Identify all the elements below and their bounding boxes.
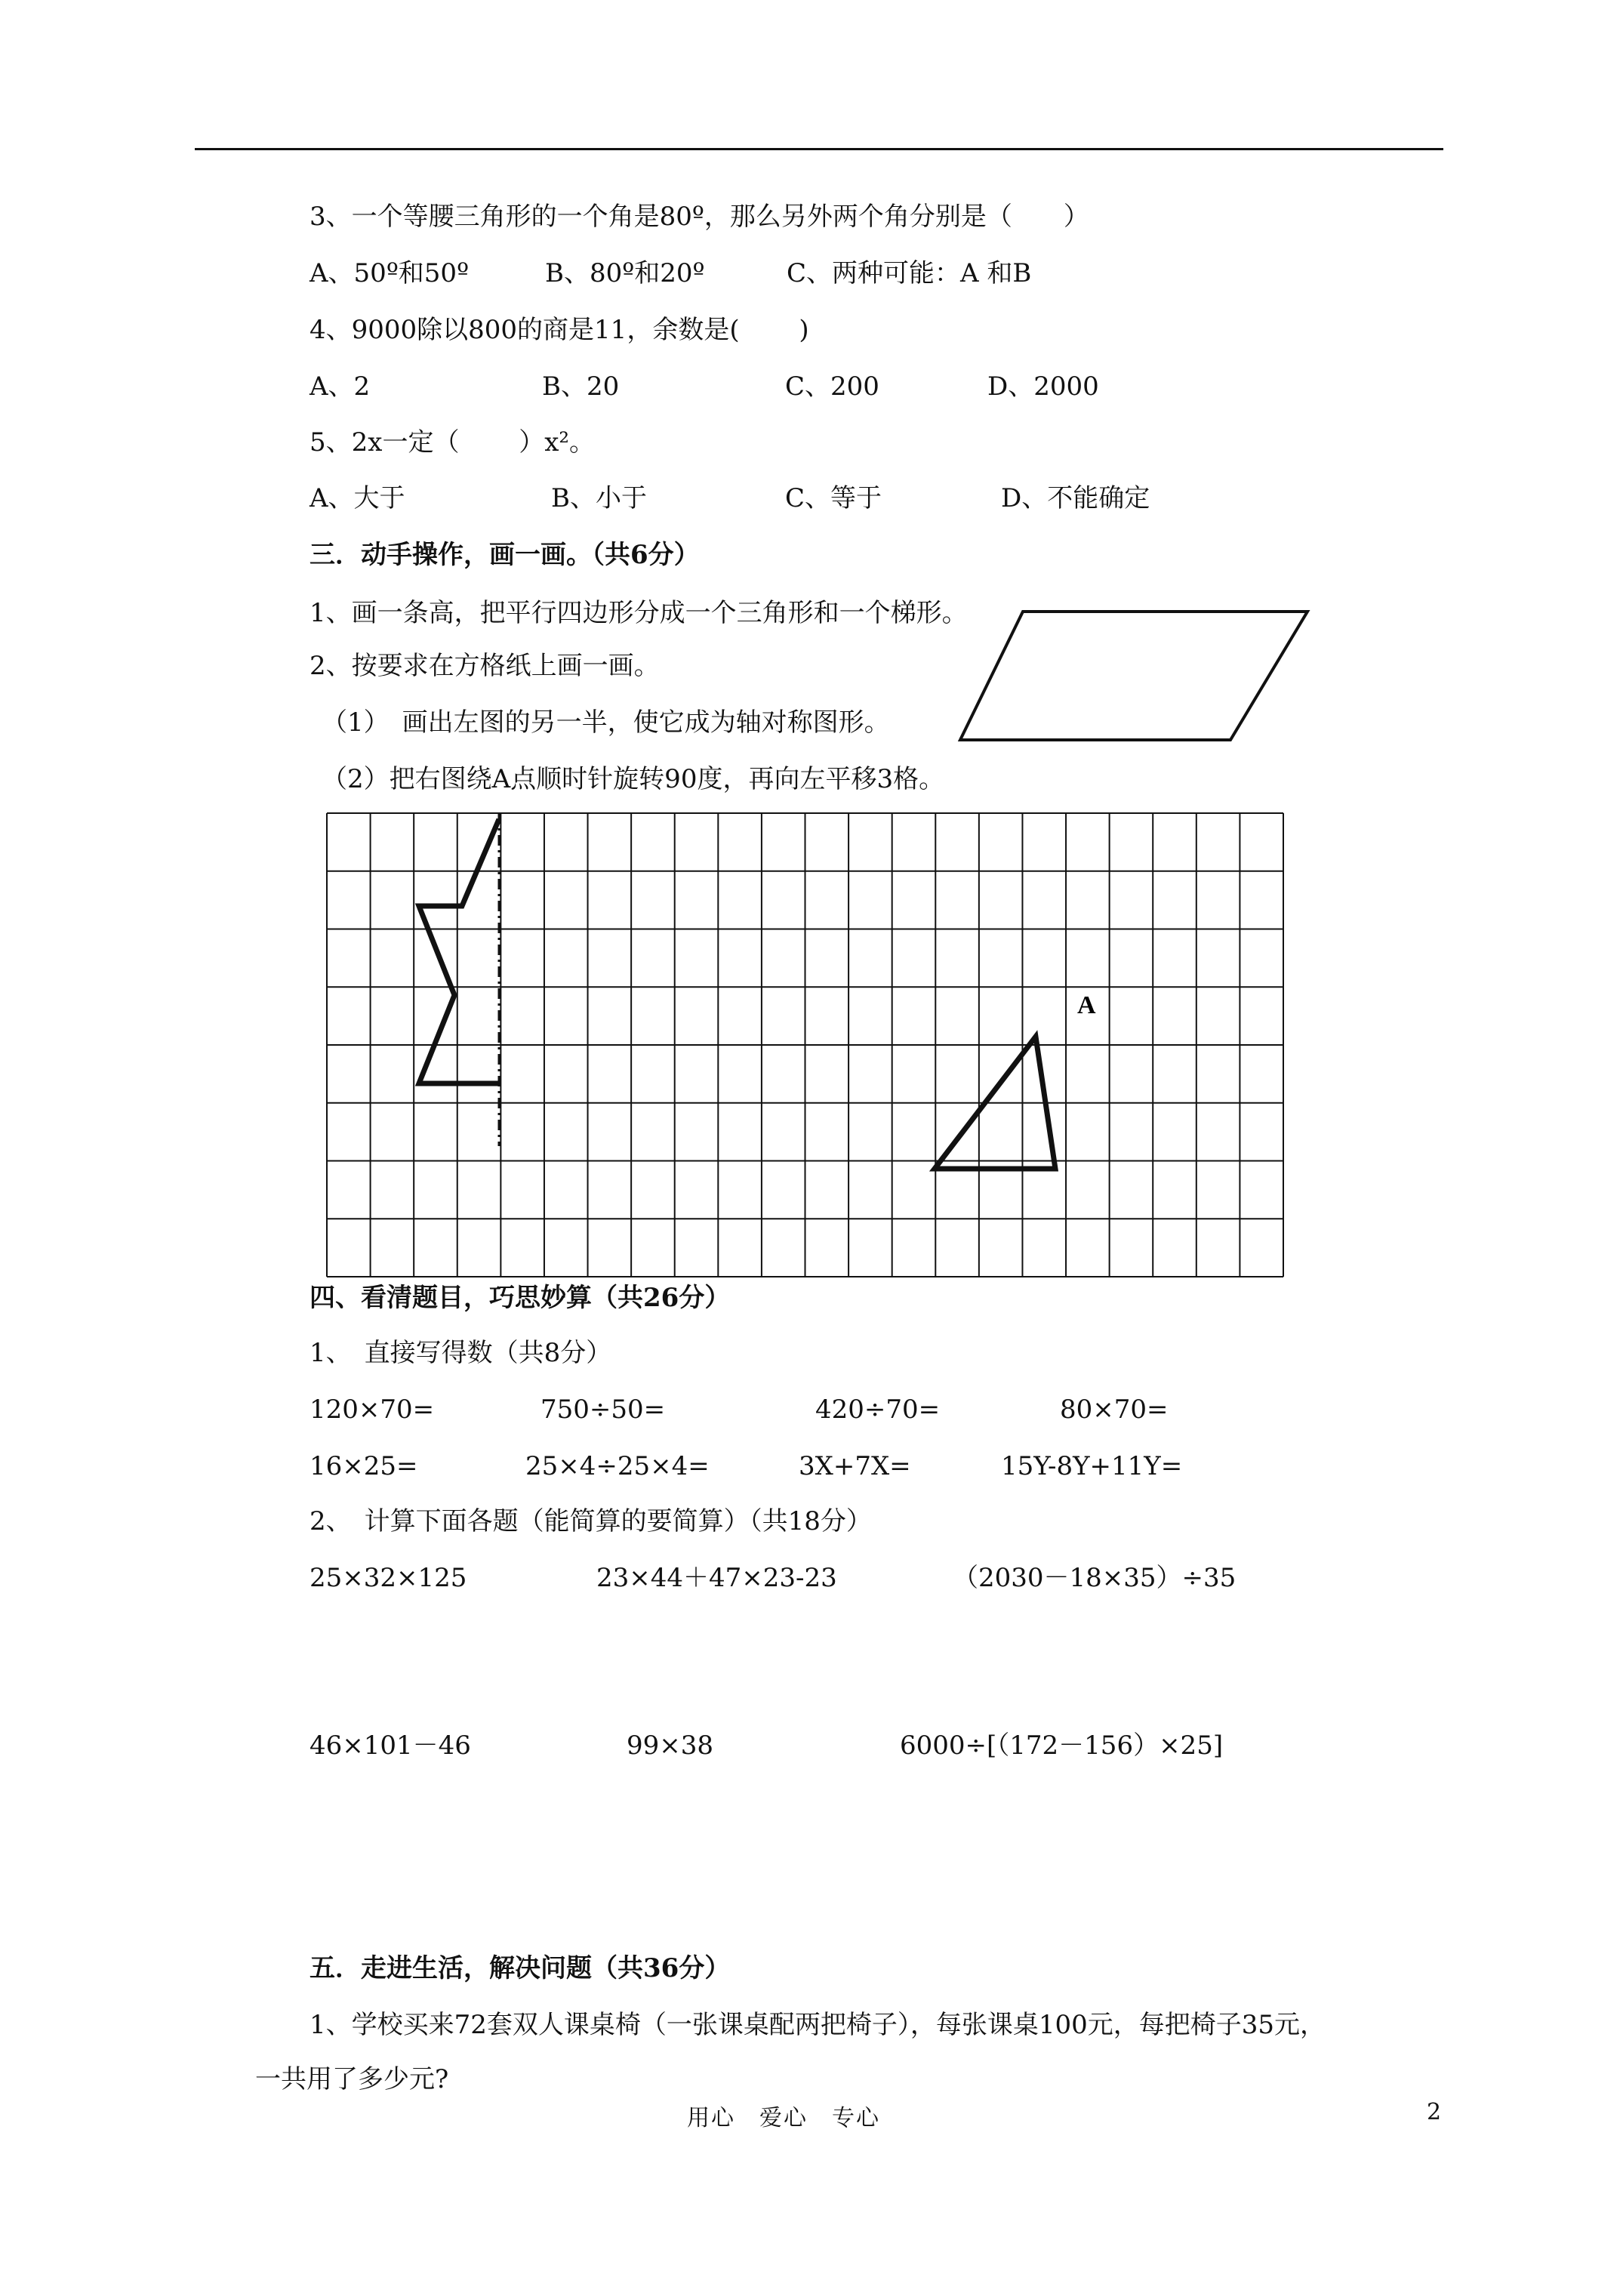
point-a-label: A <box>1077 991 1096 1019</box>
question-5: 5、2x一定（ ）x²。 <box>310 427 596 458</box>
half-figure <box>419 819 499 1083</box>
q3-option-c: C、两种可能：A 和B <box>787 258 1032 288</box>
section-5-title: 五．走进生活，解决问题（共36分） <box>310 1953 731 1983</box>
q3-option-a: A、50º和50º <box>310 258 470 288</box>
section-3-title: 三．动手操作，画一画。（共6分） <box>310 540 700 570</box>
parallelogram-shape <box>960 612 1307 740</box>
q4-option-b: B、20 <box>542 371 620 402</box>
s3-item-1: 1、画一条高，把平行四边形分成一个三角形和一个梯形。 <box>310 598 968 628</box>
calc-problem: 23×44＋47×23-23 <box>596 1563 837 1593</box>
section-4-title: 四、看清题目，巧思妙算（共26分） <box>310 1283 731 1313</box>
q5-option-d: D、不能确定 <box>1001 483 1150 513</box>
page-number: 2 <box>1427 2099 1442 2125</box>
question-4: 4、9000除以800的商是11，余数是( ) <box>310 315 809 345</box>
s4-item-2: 2、 计算下面各题（能简算的要简算）（共18分） <box>310 1506 872 1536</box>
q5-option-b: B、小于 <box>551 483 647 513</box>
s5-item-1-line-2: 一共用了多少元? <box>255 2064 449 2094</box>
oral-calc: 120×70= <box>310 1395 435 1425</box>
s3-item-2: 2、按要求在方格纸上画一画。 <box>310 651 660 681</box>
oral-calc: 15Y-8Y+11Y= <box>1001 1451 1183 1481</box>
oral-calc: 16×25= <box>310 1451 418 1481</box>
oral-calc: 3X+7X= <box>799 1451 911 1481</box>
q4-option-c: C、200 <box>785 371 879 402</box>
q4-option-d: D、2000 <box>987 371 1099 402</box>
q4-option-a: A、2 <box>310 371 371 402</box>
calc-problem: 46×101－46 <box>310 1730 471 1761</box>
oral-calc: 80×70= <box>1060 1395 1169 1425</box>
question-3: 3、一个等腰三角形的一个角是80º，那么另外两个角分别是（ ） <box>310 202 1089 232</box>
s5-item-1-line-1: 1、学校买来72套双人课桌椅（一张课桌配两把椅子），每张课桌100元，每把椅子35元， <box>310 2010 1326 2040</box>
calc-problem: 6000÷[（172－156）×25] <box>900 1730 1224 1761</box>
oral-calc: 25×4÷25×4= <box>525 1451 710 1481</box>
oral-calc: 750÷50= <box>540 1395 666 1425</box>
s3-sub-2: （2）把右图绕A点顺时针旋转90度，再向左平移3格。 <box>322 764 945 794</box>
s3-sub-1: （1） 画出左图的另一半，使它成为轴对称图形。 <box>322 707 890 738</box>
q5-option-c: C、等于 <box>785 483 882 513</box>
calc-problem: 25×32×125 <box>310 1563 467 1593</box>
footer-motto: 用心 爱心 专心 <box>687 2105 880 2131</box>
calc-problem: 99×38 <box>627 1730 714 1761</box>
calc-problem: （2030－18×35）÷35 <box>953 1563 1236 1593</box>
s4-item-1: 1、 直接写得数（共8分） <box>310 1338 612 1368</box>
q5-option-a: A、大于 <box>310 483 405 513</box>
q3-option-b: B、80º和20º <box>545 258 705 288</box>
oral-calc: 420÷70= <box>815 1395 941 1425</box>
